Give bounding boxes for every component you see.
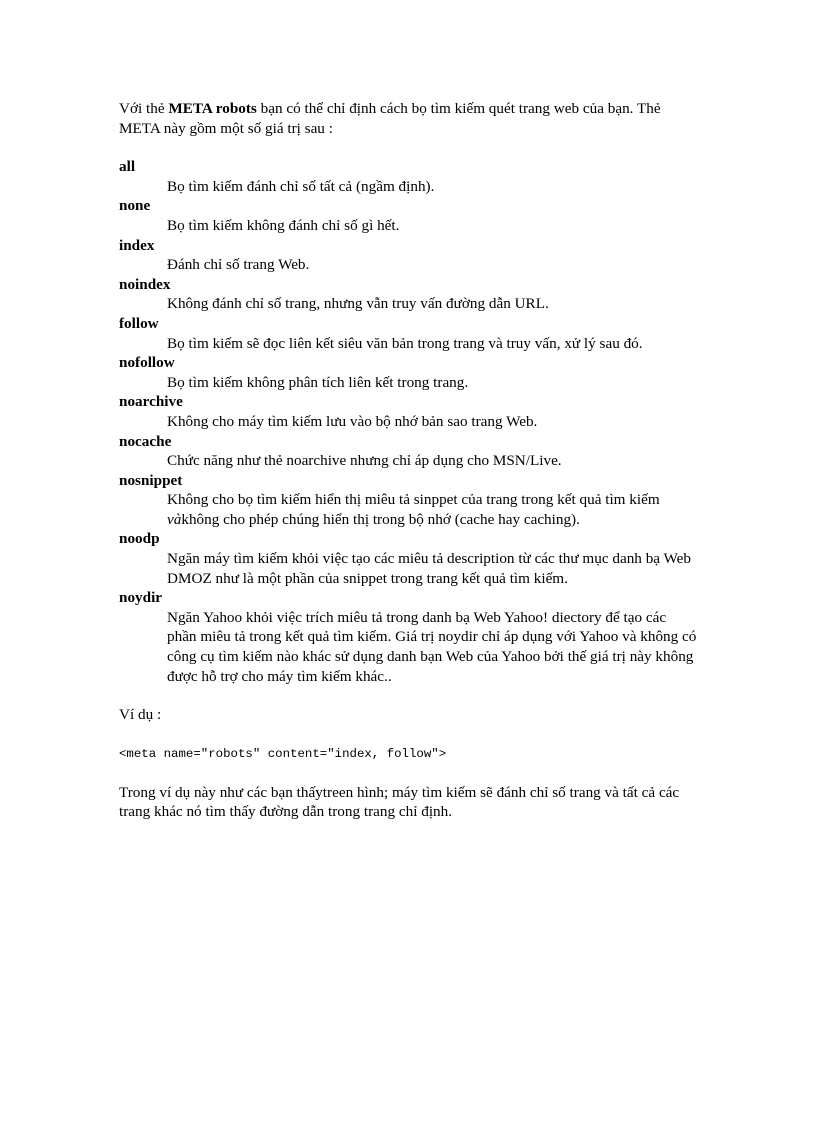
code-example: <meta name="robots" content="index, follow">	[119, 746, 447, 761]
document-page	[119, 99, 699, 822]
desc-nosnippet-italic: và	[167, 510, 182, 528]
desc-all: Bọ tìm kiếm đánh chỉ số tất cả (ngầm định).	[167, 177, 435, 195]
desc-nosnippet-part-b: không cho phép chúng hiển thị trong bộ nhớ (cache hay caching).	[181, 510, 580, 528]
meta-values-list	[119, 157, 699, 686]
desc-nosnippet	[167, 490, 699, 529]
desc-noindex: Không đánh chỉ số trang, nhưng vẫn truy vấn đường dẫn URL.	[167, 295, 549, 313]
intro-suffix: bạn có thể chỉ định cách bọ tìm kiếm quét trang web của bạn. Thẻ META này gồm một số giá trị sau :	[119, 100, 661, 137]
desc-noydir: Ngăn Yahoo khỏi việc trích miêu tả trong danh bạ Web Yahoo! diectory để tạo các phần miêu tả trong kết quả tìm kiếm. Giá trị noydir chỉ áp dụng với Yahoo và không có công cụ tìm kiếm nào khác sử dụng danh bạn Web của Yahoo bởi thế giá trị này không được hỗ trợ cho máy tìm kiếm khác..	[167, 608, 697, 685]
closing-paragraph: Trong ví dụ này như các bạn thấytreen hình; máy tìm kiếm sẽ đánh chỉ số trang và tất cả các trang khác nó tìm thấy đường dẫn trong trang chỉ định.	[119, 783, 680, 821]
intro-paragraph	[119, 99, 699, 138]
term-noindex: noindex	[119, 275, 171, 293]
desc-noodp: Ngăn máy tìm kiếm khỏi việc tạo các miêu tả description từ các thư mục danh bạ Web DMOZ như là một phần của snippet trong trang kết quả tìm kiếm.	[167, 550, 691, 587]
desc-nocache: Chức năng như thẻ noarchive nhưng chỉ áp dụng cho MSN/Live.	[167, 452, 562, 470]
term-nofollow: nofollow	[119, 354, 175, 372]
intro-bold-term: META robots	[168, 100, 257, 117]
term-none: none	[119, 197, 151, 215]
desc-nosnippet-part-a: Không cho bọ tìm kiếm hiển thị miêu tả sinppet của trang trong kết quả tìm kiếm	[167, 491, 660, 509]
desc-follow: Bọ tìm kiếm sẽ đọc liên kết siêu văn bản trong trang và truy vấn, xử lý sau đó.	[167, 334, 643, 352]
term-nocache: nocache	[119, 432, 172, 450]
desc-nofollow: Bọ tìm kiếm không phân tích liên kết trong trang.	[167, 373, 469, 391]
example-label: Ví dụ :	[119, 706, 162, 724]
term-index: index	[119, 236, 155, 254]
desc-noarchive: Không cho máy tìm kiếm lưu vào bộ nhớ bản sao trang Web.	[167, 412, 538, 430]
intro-prefix: Với thẻ	[119, 100, 169, 117]
term-follow: follow	[119, 314, 159, 332]
term-noydir: noydir	[119, 589, 163, 607]
term-nosnippet: nosnippet	[119, 471, 183, 489]
desc-index: Đánh chỉ số trang Web.	[167, 256, 310, 274]
desc-none: Bọ tìm kiếm không đánh chỉ số gì hết.	[167, 216, 400, 234]
term-noarchive: noarchive	[119, 393, 183, 411]
term-all: all	[119, 158, 136, 176]
term-noodp: noodp	[119, 530, 160, 548]
